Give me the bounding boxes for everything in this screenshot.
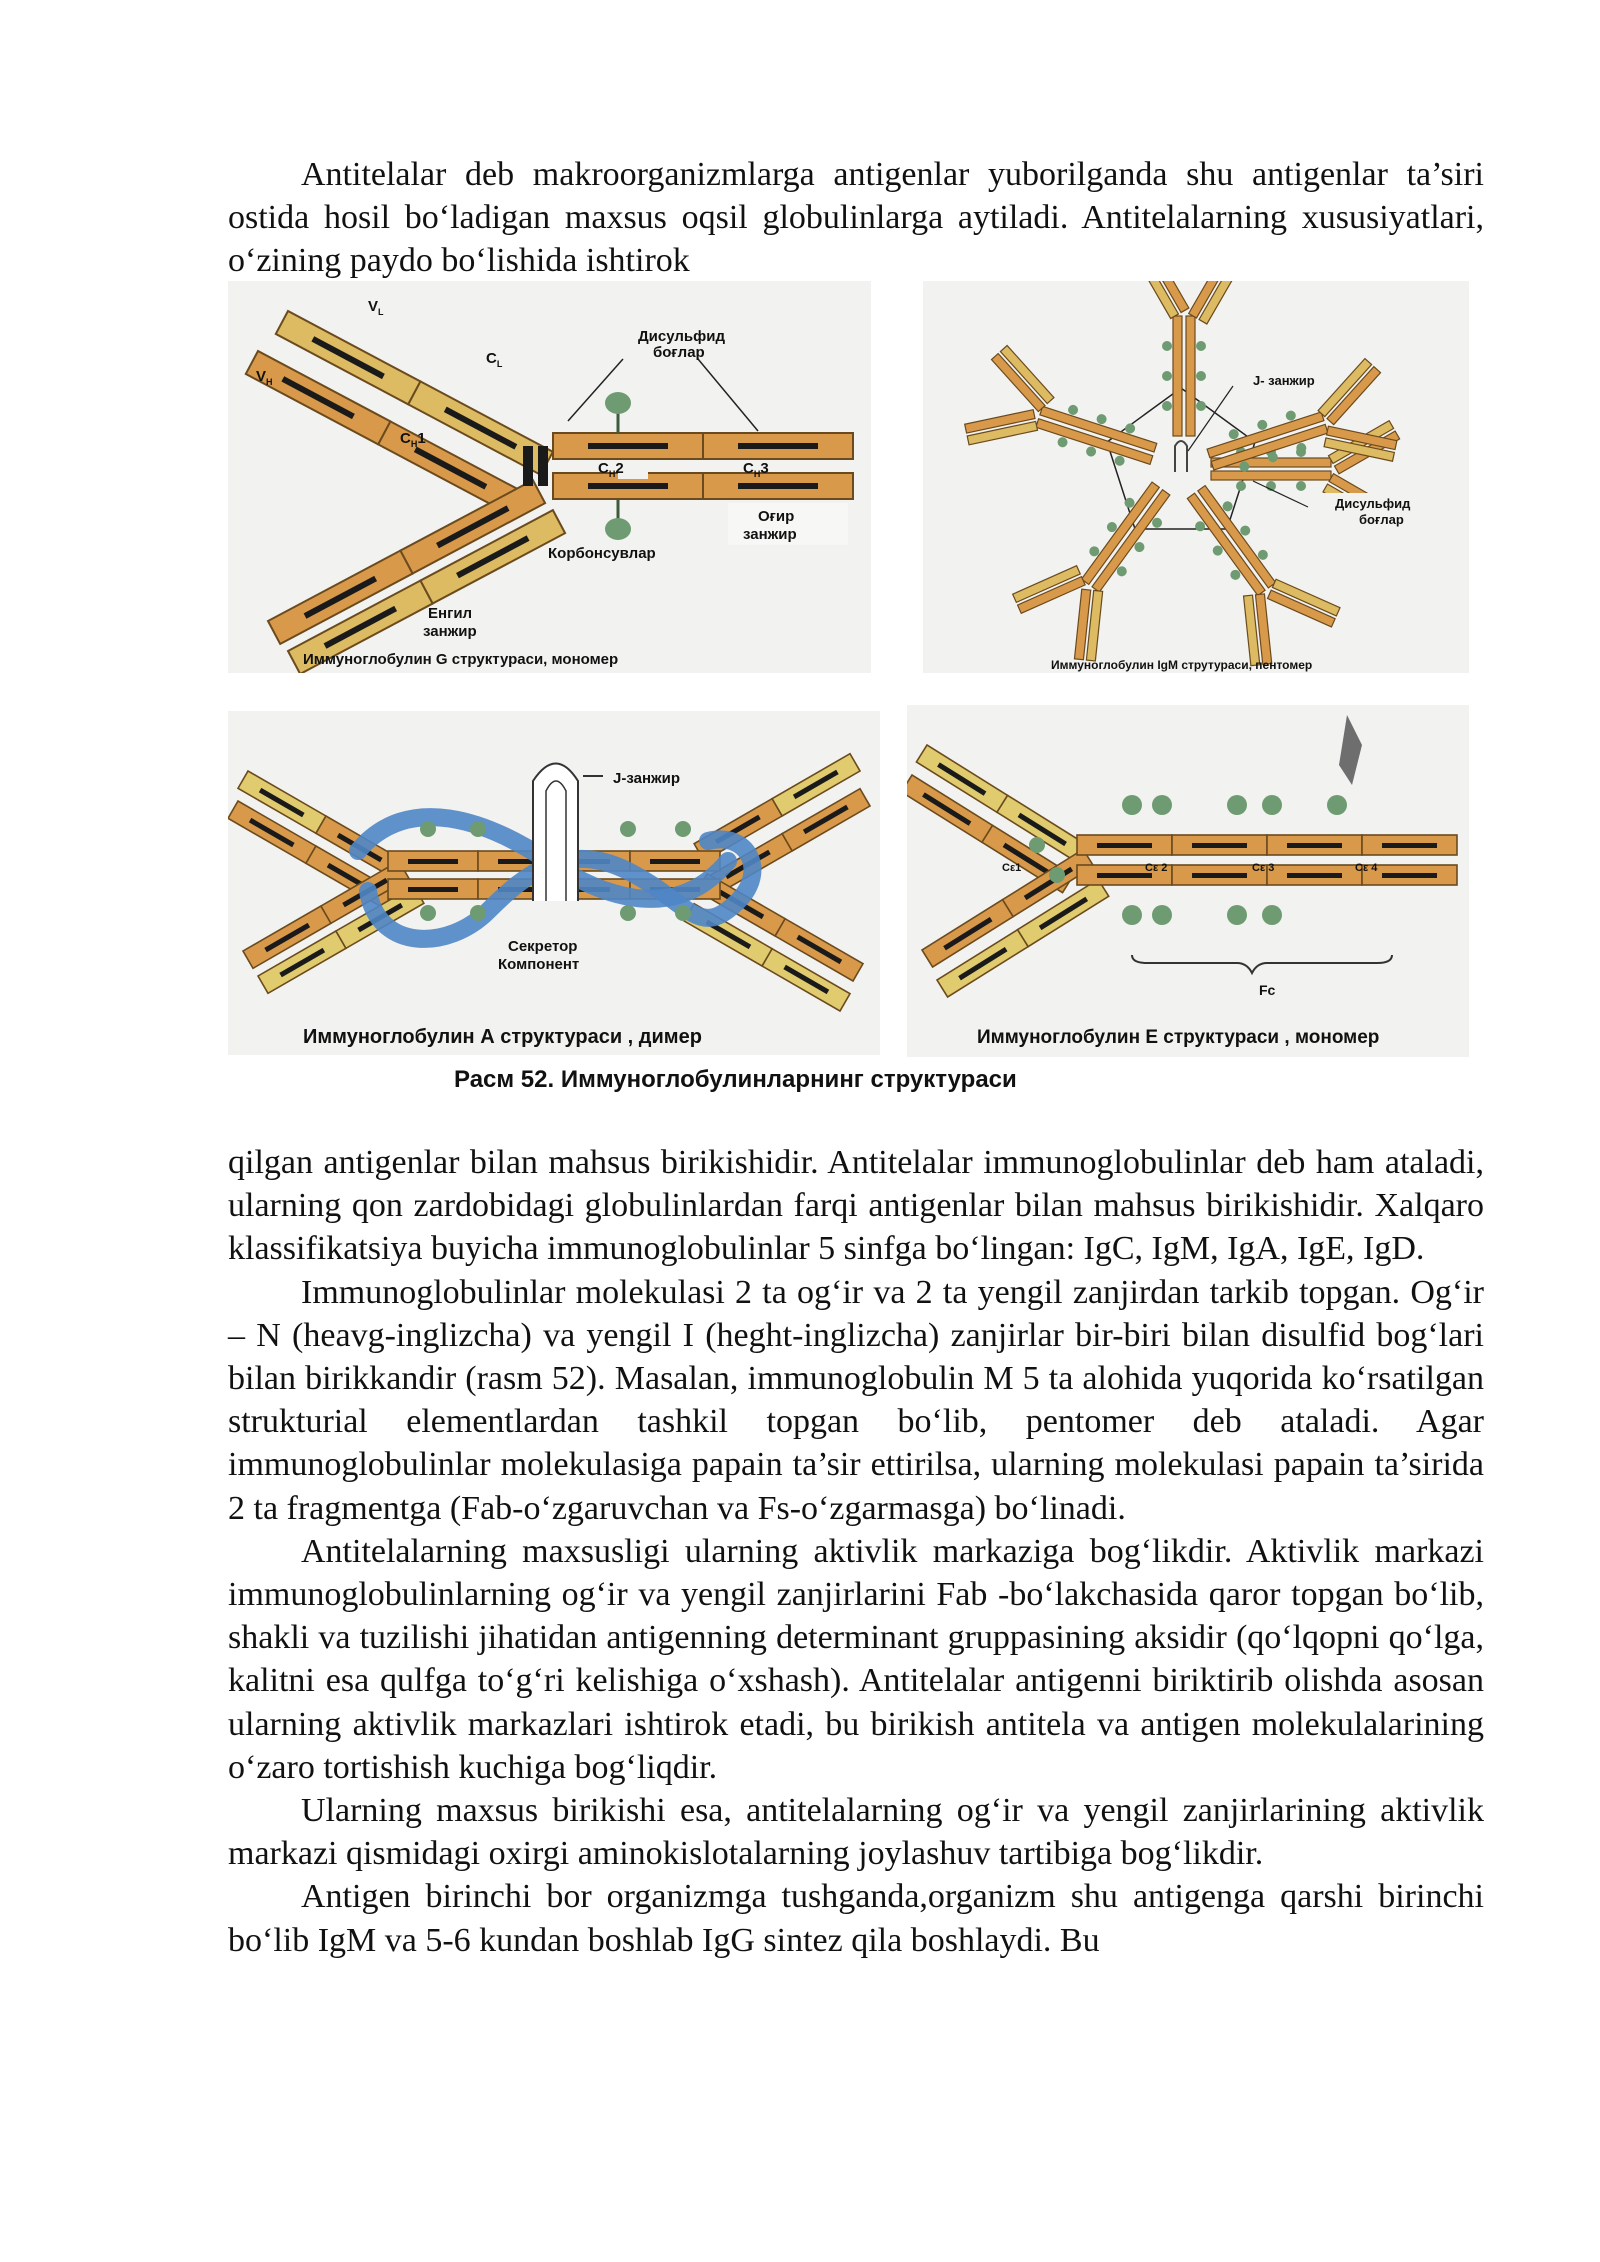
svg-text:занжир: занжир — [743, 526, 797, 543]
secretory-component-label: Секретор — [508, 938, 578, 955]
igm-structure-diagram — [923, 281, 1469, 673]
heavy-chain-label: Оғир — [758, 508, 795, 525]
svg-text:занжир: занжир — [423, 623, 477, 640]
body-text — [228, 1141, 1484, 1962]
vh-label: $V_H$ — [256, 368, 273, 387]
ch1-label: $C_H1$ — [400, 430, 426, 449]
igm-panel-title: Иммуноглобулин IgM струтураси, пентомер — [1051, 658, 1313, 672]
igg-structure-diagram — [228, 281, 871, 673]
svg-text:Компонент: Компонент — [498, 956, 580, 973]
fc-label: Fc — [1259, 982, 1276, 998]
j-chain-label: J- занжир — [1253, 373, 1315, 388]
paragraph: Antigen birinchi bor organizmga tushganda,organizm shu antigenga qarshi birinchi bo‘lib IgM va 5-6 kundan boshlab IgG sintez qila boshlaydi. Bu — [228, 1878, 1484, 1959]
ch3-label: $C_H3$ — [743, 460, 769, 479]
j-chain-label: J-занжир — [613, 770, 681, 787]
igg-panel-title: Иммуноглобулин G структураси, мономер — [303, 651, 619, 668]
disulfide-label: Дисульфид — [638, 328, 726, 345]
svg-text:боғлар: боғлар — [1359, 512, 1404, 527]
paragraph: qilgan antigenlar bilan mahsus birikishidir. Antitelalar immunoglobulinlar deb ham ataladi, ularning qon zardobidagi globulinlardan farqi antigenlar bilan mahsus birikishidir. Xalqaro klassifikatsiya buyicha immunoglobulinlar 5 sinfga bo‘lingan: IgC, IgM, IgA, IgE, IgD. — [228, 1144, 1484, 1268]
ige-structure-diagram — [907, 705, 1469, 1057]
ce1-label: Cε1 — [1002, 862, 1022, 874]
paragraph: Antitelalarning maxsusligi ularning aktivlik markaziga bog‘likdir. Aktivlik markazi immunoglobulinlarning og‘ir va yengil zanjirlarini Fab -bo‘lakchasida qaror topgan bo‘lib, shakli va tuzilishi jihatidan antigenning determinant gruppasining aksidir (qo‘lqopni qo‘lga, kalitni esa qulfga to‘g‘ri kelishiga o‘xshash). Antitelalar antigenni biriktirib olishda asosan ularning aktivlik markazlari ishtirok etadi, bu birikish antitela va antigen molekulalarining o‘zaro tortishish kuchiga bog‘liqdir. — [228, 1532, 1484, 1786]
paragraph: Immunoglobulinlar molekulasi 2 ta og‘ir va 2 ta yengil zanjirdan tarkib topgan. Og‘ir – N (heavg-inglizcha) va yengil I (heght-inglizcha) zanjirlar bir-biri bilan disulfid bog‘lari bilan birikkandir (rasm 52). Masalan, immunoglobulin M 5 ta alohida yuqorida ko‘rsatilgan strukturial elementlardan tashkil topgan bo‘lib, pentomer deb ataladi. Agar immunoglobulinlar molekulasiga papain ta’sir ettirilsa, ularning molekulasi papain ta’sirida 2 ta fragmentga (Fab-o‘zgaruvchan va Fs-o‘zgarmasga) bo‘linadi. — [228, 1273, 1484, 1527]
iga-structure-diagram — [228, 711, 880, 1055]
carbohydrates-label: Корбонсувлар — [548, 545, 656, 562]
vl-label: $V_L$ — [368, 298, 384, 317]
iga-panel-title: Иммуноглобулин А структураси , димер — [303, 1026, 702, 1048]
svg-text:боғлар: боғлар — [653, 344, 705, 361]
ige-panel-title: Иммуноглобулин E структураси , мономер — [977, 1027, 1380, 1048]
ce3-label: Cε 3 — [1252, 862, 1275, 874]
figure-caption: Расм 52. Иммуноглобулинларнинг структураси — [454, 1066, 1017, 1093]
ch2-label: $C_H2$ — [598, 460, 624, 479]
disulfide-label: Дисульфид — [1335, 496, 1411, 511]
light-chain-label: Енгил — [428, 605, 473, 622]
intro-paragraph: Antitelalar deb makroorganizmlarga antigenlar yuborilganda shu antigenlar ta’siri ostida hosil bo‘ladigan maxsus oqsil globulinlarga aytiladi. Antitelalarning xususiyatlari, o‘zining paydo bo‘lishida ishtirok — [228, 156, 1484, 280]
cl-label: $C_L$ — [486, 350, 503, 369]
ce4-label: Cε 4 — [1355, 862, 1378, 874]
ce2-label: Cε 2 — [1145, 862, 1168, 874]
paragraph: Ularning maxsus birikishi esa, antitelalarning og‘ir va yengil zanjirlarining aktivlik markazi qismidagi oxirgi aminokislotalarning joylashuv tartibiga bog‘likdir. — [228, 1792, 1484, 1873]
